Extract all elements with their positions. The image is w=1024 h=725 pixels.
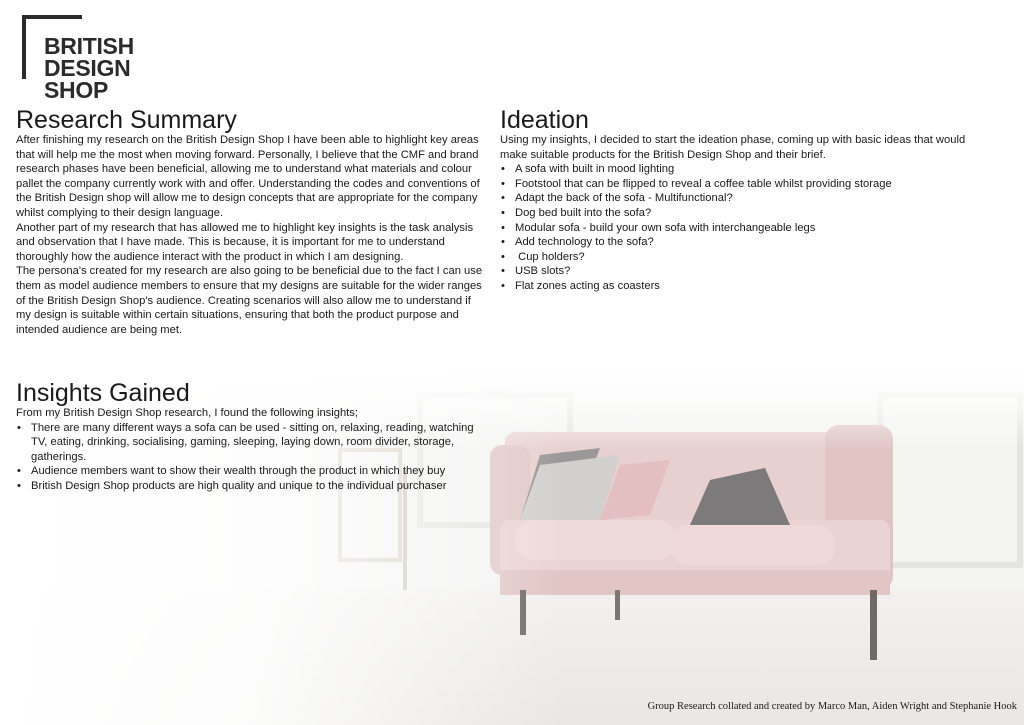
insights-section: [16, 380, 486, 494]
insights-list: [16, 421, 486, 494]
list-item: • A sofa with built in mood lighting: [515, 162, 970, 177]
credit-line: Group Research collated and created by Marco Man, Aiden Wright and Stephanie Hook: [647, 701, 1017, 712]
logo-text: [44, 35, 134, 101]
list-item: • There are many different ways a sofa can be used - sitting on, relaxing, reading, watching TV, eating, drinking, socialising, gaming, sleeping, laying down, room divider, storage, gatherings.: [31, 421, 486, 465]
research-paragraph: Another part of my research that has allowed me to highlight key insights is the task analysis and observation that I have made. This is because, it is important for me to understand thoroughly how the audience interact with the product in which I am designing.: [16, 221, 474, 263]
list-item: • Footstool that can be flipped to reveal a coffee table whilst providing storage: [515, 177, 970, 192]
list-item: • USB slots?: [515, 264, 970, 279]
ideation-intro: Using my insights, I decided to start the ideation phase, coming up with basic ideas that would make suitable products for the British Design Shop and their brief.: [500, 134, 966, 161]
research-paragraph: The persona's created for my research are also going to be beneficial due to the fact I can use them as model audience members to ensure that my designs are suitable for the wider ranges of the British Design Shop's audience. Creating scenarios will also allow me to understand if my design is suitable within certain situations, ensuring that both the product purpose and intended audience are being met.: [16, 265, 483, 336]
research-summary-section: [16, 107, 486, 337]
list-item: • Audience members want to show their wealth through the product in which they buy: [31, 464, 486, 479]
ideation-title: Ideation: [500, 106, 589, 134]
list-item: • Cup holders?: [515, 250, 970, 265]
list-item: • British Design Shop products are high quality and unique to the individual purchaser: [31, 479, 486, 494]
list-item: • Adapt the back of the sofa - Multifunctional?: [515, 191, 970, 206]
ideation-list: [500, 162, 970, 293]
research-summary-title: Research Summary: [16, 106, 237, 134]
brand-logo: [22, 15, 142, 110]
insights-title: Insights Gained: [16, 379, 190, 407]
logo-line-3: SHOP: [44, 77, 108, 103]
insights-intro: From my British Design Shop research, I found the following insights;: [16, 407, 358, 419]
logo-line-2: DESIGN: [44, 55, 131, 81]
research-paragraph: After finishing my research on the British Design Shop I have been able to highlight key areas that will help me the most when moving forward. Personally, I believe that the CMF and brand research phases have been beneficial, allowing me to understand what materials and colour pallet the company currently work with and offer. Understanding the codes and conventions of the British Design shop will allow me to design concepts that are appropriate for the company whilst complying to their design language.: [16, 134, 480, 219]
list-item: • Modular sofa - build your own sofa with interchangeable legs: [515, 221, 970, 236]
logo-line-1: BRITISH: [44, 33, 134, 59]
list-item: • Dog bed built into the sofa?: [515, 206, 970, 221]
ideation-section: [500, 107, 970, 294]
list-item: • Flat zones acting as coasters: [515, 279, 970, 294]
list-item: • Add technology to the sofa?: [515, 235, 970, 250]
